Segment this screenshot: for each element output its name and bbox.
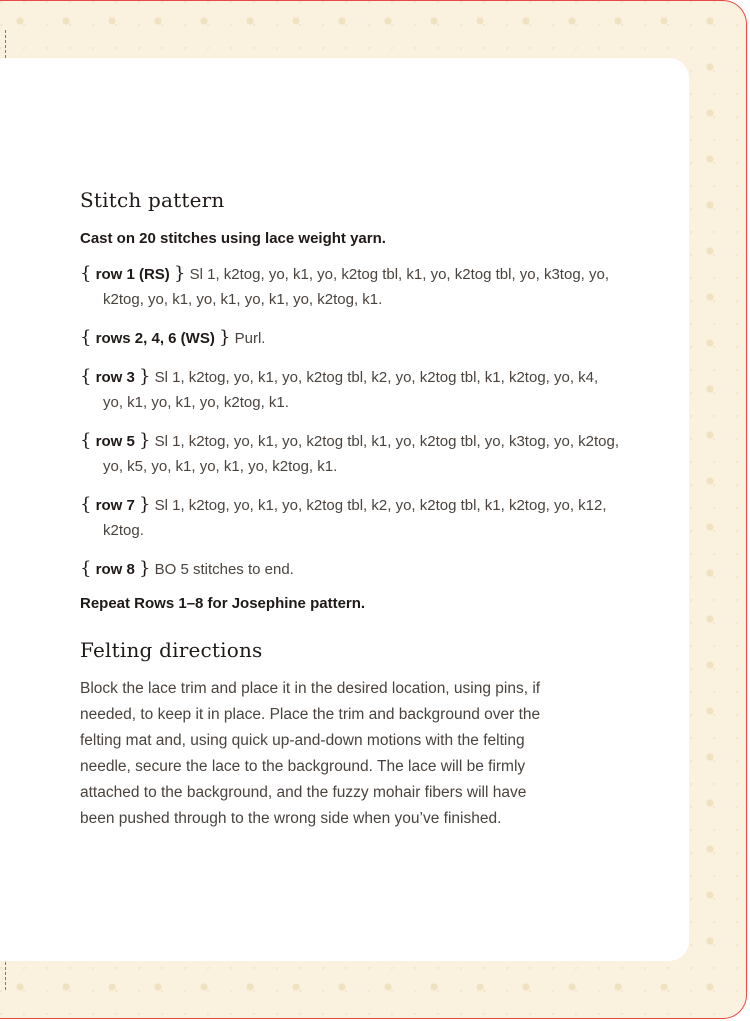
cast-on-instruction: Cast on 20 stitches using lace weight yarn.: [80, 230, 386, 247]
brace-close: }: [138, 366, 151, 387]
row-text: Sl 1, k2tog, yo, k1, yo, k2tog tbl, k2, yo, k2tog tbl, k1, k2tog, yo, k12, k2tog.: [103, 497, 607, 539]
brace-open: {: [80, 263, 92, 284]
row-instruction: [80, 492, 620, 543]
row-label: row 5: [95, 433, 135, 450]
row-instruction: [80, 261, 620, 312]
row-label: row 1 (RS): [95, 266, 170, 283]
brace-open: {: [80, 327, 92, 348]
brace-open: {: [80, 558, 92, 579]
row-text: Purl.: [234, 330, 266, 347]
brace-open: {: [80, 366, 92, 387]
brace-open: {: [80, 494, 92, 515]
row-text: Sl 1, k2tog, yo, k1, yo, k2tog tbl, k1, yo, k2tog tbl, yo, k3tog, yo, k2tog, yo, k5, yo, k1, yo, k1, yo, k2tog, k1.: [103, 433, 620, 475]
row-instruction: [80, 325, 620, 351]
row-label: rows 2, 4, 6 (WS): [95, 330, 215, 347]
row-label: row 7: [95, 497, 135, 514]
row-instruction: [80, 556, 620, 582]
brace-close: }: [138, 494, 151, 515]
brace-close: }: [173, 263, 186, 284]
stitch-pattern-heading: Stitch pattern: [80, 188, 225, 212]
brace-close: }: [138, 430, 151, 451]
repeat-instruction: Repeat Rows 1–8 for Josephine pattern.: [80, 595, 366, 612]
row-text: BO 5 stitches to end.: [154, 561, 294, 578]
brace-close: }: [219, 327, 231, 348]
row-instruction: [80, 428, 620, 479]
content: [80, 188, 620, 832]
row-text: Sl 1, k2tog, yo, k1, yo, k2tog tbl, k2, yo, k2tog tbl, k1, k2tog, yo, k4, yo, k1, yo, k1, yo, k2tog, k1.: [103, 369, 599, 411]
row-label: row 8: [95, 561, 135, 578]
felting-directions-text: Block the lace trim and place it in the desired location, using pins, if needed, to keep it in place. Place the trim and background over the felting mat and, using quick up-and-down motions with the felting needle, secure the lace to the background. The lace will be firmly attached to the background, and the fuzzy mohair fibers will have been pushed through to the wrong side when you’ve finished.: [80, 680, 541, 827]
brace-open: {: [80, 430, 92, 451]
brace-close: }: [138, 558, 151, 579]
felting-directions-heading: Felting directions: [80, 638, 263, 662]
row-text: Sl 1, k2tog, yo, k1, yo, k2tog tbl, k1, yo, k2tog tbl, yo, k3tog, yo, k2tog, yo, k1, yo, k1, yo, k1, yo, k2tog, k1.: [103, 266, 610, 308]
row-instruction: [80, 364, 620, 415]
row-label: row 3: [95, 369, 135, 386]
